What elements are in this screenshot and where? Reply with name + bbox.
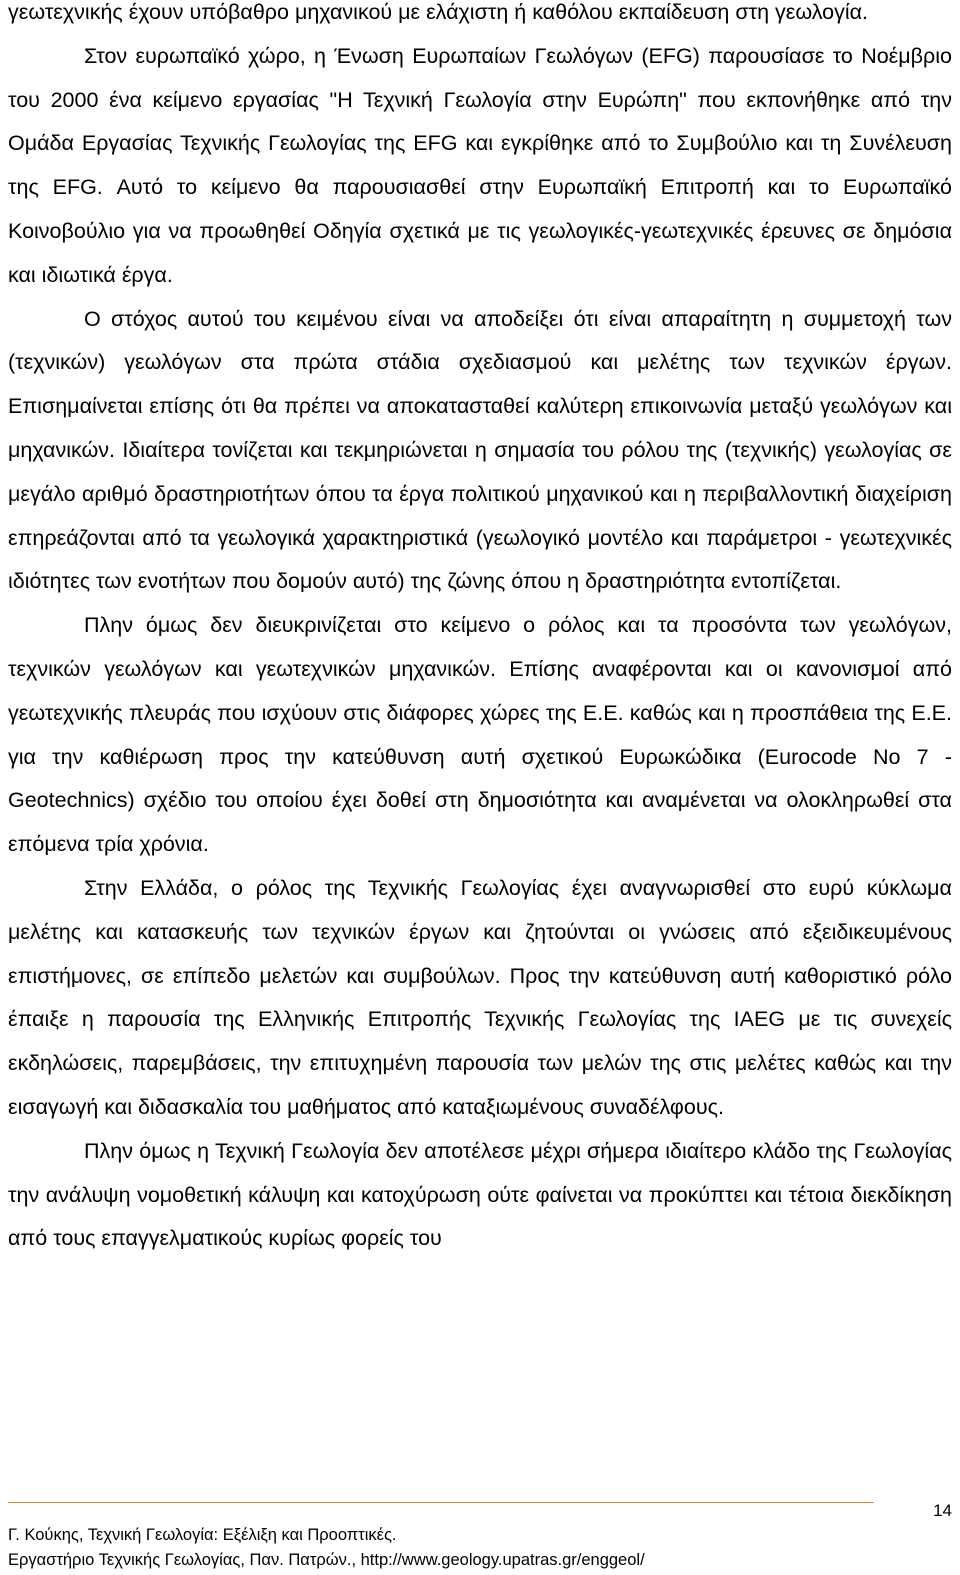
footer-citation: Γ. Κούκης, Τεχνική Γεωλογία: Εξέλιξη και Προοπτικές. xyxy=(8,1526,397,1544)
page-footer xyxy=(8,1523,908,1573)
paragraph-efg-working-document: Στον ευρωπαϊκό χώρο, η Ένωση Ευρωπαίων Γεωλόγων (EFG) παρουσίασε το Νοέμβριο του 2000 ένα κείμενο εργασίας "Η Τεχνική Γεωλογία στην Ευρώπη" που εκπονήθηκε από την Ομάδα Εργασίας Τεχνικής Γεωλογίας της EFG και εγκρίθηκε από το Συμβούλιο και τη Συνέλευση της EFG. Αυτό το κείμενο θα παρουσιασθεί στην Ευρωπαϊκή Επιτροπή και το Ευρωπαϊκό Κοινοβούλιο για να προωθηθεί Οδηγία σχετικά με τις γεωλογικές-γεωτεχνικές έρευνες σε δημόσια και ιδιωτικά έργα. xyxy=(8,43,952,287)
paragraph-roles-and-eurocode: Πλην όμως δεν διευκρινίζεται στο κείμενο ο ρόλος και τα προσόντα των γεωλόγων, τεχνικών γεωλόγων και γεωτεχνικών μηχανικών. Επίσης αναφέρονται και οι κανονισμοί από γεωτεχνικής πλευράς που ισχύουν στις διάφορες χώρες της Ε.Ε. καθώς και η προσπάθεια της Ε.Ε. για την καθιέρωση προς την κατεύθυνση αυτή σχετικού Ευρωκώδικα (Eurocode No 7 - Geotechnics) σχέδιο του οποίου έχει δοθεί στη δημοσιότητα και αναμένεται να ολοκληρωθεί στα επόμενα τρία χρόνια. xyxy=(8,613,952,857)
body-text xyxy=(8,0,952,1261)
paragraph-greece: Στην Ελλάδα, ο ρόλος της Τεχνικής Γεωλογίας έχει αναγνωρισθεί στο ευρύ κύκλωμα μελέτης και κατασκευής των τεχνικών έργων και ζητούνται οι γνώσεις από εξειδικευμένους επιστήμονες, σε επίπεδο μελετών και συμβούλων. Προς την κατεύθυνση αυτή καθοριστικό ρόλο έπαιξε η παρουσία της Ελληνικής Επιτροπής Τεχνικής Γεωλογίας της IAEG με τις συνεχείς εκδηλώσεις, παρεμβάσεις, την επιτυχημένη παρουσία των μελών της στις μελέτες καθώς και την εισαγωγή και διδασκαλία του μαθήματος από καταξιωμένους συναδέλφους. xyxy=(8,875,952,1119)
paragraph-intro-continuation: γεωτεχνικής έχουν υπόβαθρο μηχανικού με ελάχιστη ή καθόλου εκπαίδευση στη γεωλογία. xyxy=(8,0,869,24)
paragraph-legal-status: Πλην όμως η Τεχνική Γεωλογία δεν αποτέλεσε μέχρι σήμερα ιδιαίτερο κλάδο της Γεωλογίας την ανάλυψη νομοθετική κάλυψη και κατοχύρωση ούτε φαίνεται να προκύπτει και τέτοια διεκδίκηση από τους επαγγελματικούς κυρίως φορείς του xyxy=(8,1138,952,1251)
footer-divider xyxy=(8,1502,874,1503)
paragraph-document-aim: Ο στόχος αυτού του κειμένου είναι να αποδείξει ότι είναι απαραίτητη η συμμετοχή των (τεχνικών) γεωλόγων στα πρώτα στάδια σχεδιασμού και μελέτης των τεχνικών έργων. Επισημαίνεται επίσης ότι θα πρέπει να αποκατασταθεί καλύτερη επικοινωνία μεταξύ γεωλόγων και μηχανικών. Ιδιαίτερα τονίζεται και τεκμηριώνεται η σημασία του ρόλου της (τεχνικής) γεωλογίας σε μεγάλο αριθμό δραστηριοτήτων όπου τα έργα πολιτικού μηχανικού και η περιβαλλοντική διαχείριση επηρεάζονται από τα γεωλογικά χαρακτηριστικά (γεωλογικό μοντέλο και παράμετροι - γεωτεχνικές ιδιότητες των ενοτήτων που δομούν αυτό) της ζώνης όπου η δραστηριότητα εντοπίζεται. xyxy=(8,306,952,594)
footer-source: Εργαστήριο Τεχνικής Γεωλογίας, Παν. Πατρών., http://www.geology.upatras.gr/enggeol/ xyxy=(8,1551,645,1569)
page-number: 14 xyxy=(933,1501,952,1520)
